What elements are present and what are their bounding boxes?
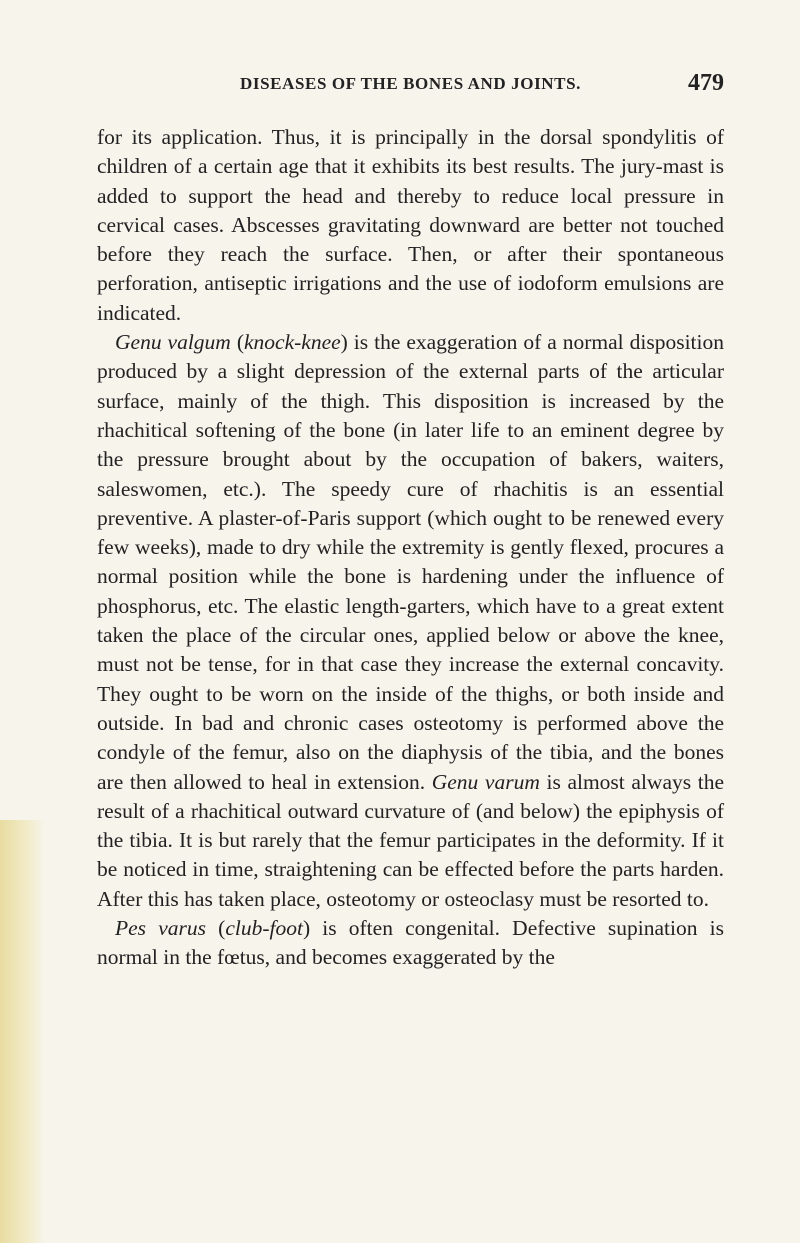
term-club-foot: club-foot [225,916,303,941]
text-segment: is almost always the result of a rhachitical outward curvature of (and below) the epiphysis of the tibia. It is but rarely that the femur participates in the deformity. If it be noticed in time, straightening can be effected before the parts harden. After this has taken place, osteotomy or osteoclasy must be resorted to. [97,769,724,911]
text-segment: ) is the exaggeration of a normal disposition produced by a slight depression of the external parts of the articular surface, mainly of the thigh. This disposition is increased by the rhachitical softening of the bone (in later life to an eminent degree by the pressure brought about by the occupation of bakers, waiters, saleswomen, etc.). The speedy cure of rhachitis is an essential preventive. A plaster-of-Paris support (which ought to be renewed every few weeks), made to dry while the extremity is gently flexed, procures a normal position while the bone is hardening under the influence of phosphorus, etc. The elastic length-garters, which have to a great extent taken the place of the circular ones, applied below or above the knee, must not be tense, for in that case they increase the external concavity. They ought to be worn on the inside of the thighs, or both inside and outside. In bad and chronic cases osteotomy is performed above the condyle of the femur, also on the diaphysis of the tibia, and the bones are then allowed to heal in extension. [97,330,724,794]
text-segment: ( [230,330,244,355]
term-genu-valgum: Genu valgum [115,330,231,355]
running-header [97,70,724,102]
term-knock-knee: knock-knee [243,330,341,355]
page-number: 479 [688,70,724,96]
paragraph-pes-varus [97,914,724,973]
term-pes-varus: Pes varus [115,916,206,941]
paragraph-genu-valgum [97,328,724,914]
running-title: DISEASES OF THE BONES AND JOINTS. [239,74,581,93]
text-segment: ) is often congenital. Defective supination is normal in the fœtus, and becomes exaggerated by the [97,916,724,970]
term-genu-varum: Genu varum [431,769,540,794]
page-edge-shading [0,820,45,1243]
body-text [97,123,724,973]
paragraph-1-text: for its application. Thus, it is principally in the dorsal spondylitis of children of a certain age that it exhibits its best results. The jury-mast is added to support the head and thereby to reduce local pressure in cervical cases. Abscesses gravitating downward are better not touched before they reach the surface. Then, or after their spontaneous perforation, antiseptic irrigations and the use of iodoform emulsions are indicated. [97,125,724,325]
paragraph-1 [97,123,724,328]
text-segment: ( [205,916,226,941]
